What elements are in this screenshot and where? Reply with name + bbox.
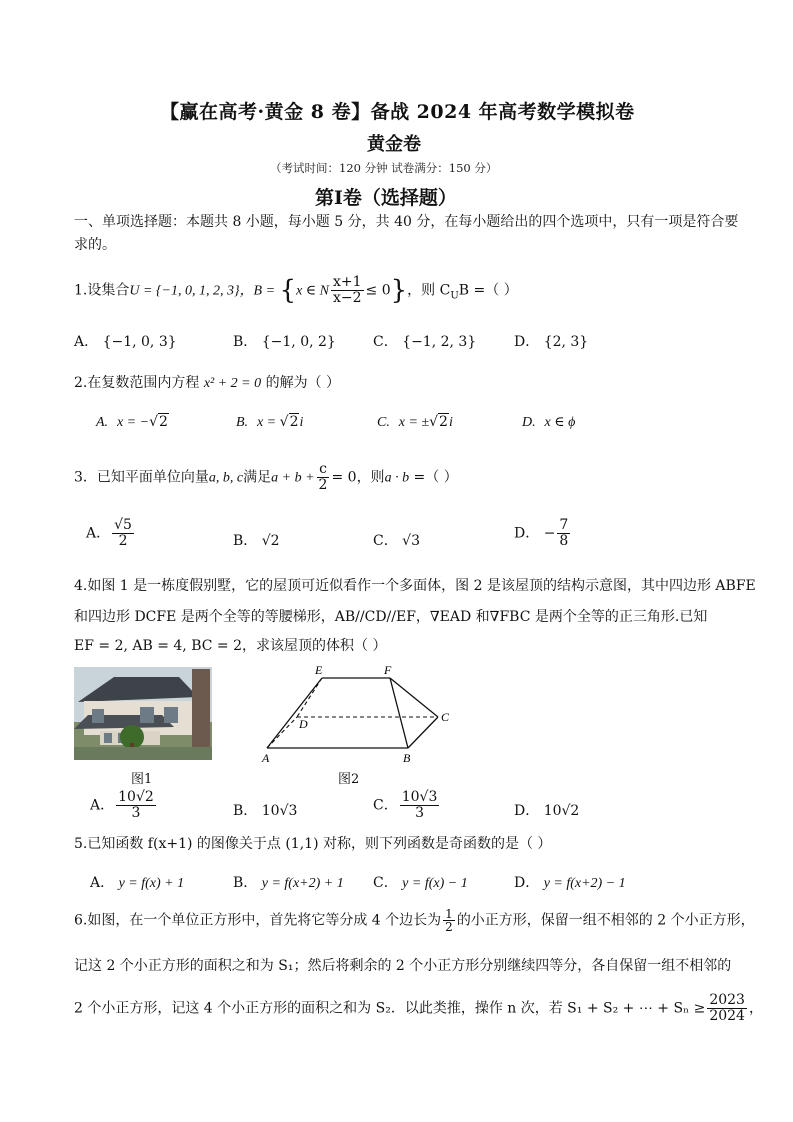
option-text: y = f(x) + 1 (118, 876, 185, 891)
q1-frac-den: x−2 (332, 290, 362, 306)
q6-line3-b: ， (748, 1000, 763, 1017)
exam-info: （考试时间：120 分钟 试卷满分：150 分） (270, 161, 498, 175)
q1-frac-num: x+1 (332, 274, 362, 290)
q1-u-set: U = {−1, 0, 1, 2, 3} (129, 283, 240, 299)
q4-line-2: 和四边形 DCFE 是两个全等的等腰梯形，AB//CD//EF，∇EAD 和∇FBC 是两个全等的正三角形.已知 (74, 609, 708, 625)
option-den: 8 (559, 533, 569, 549)
figure-1-caption: 图1 (131, 772, 153, 787)
q3-suffix-end: =（ ） (409, 469, 458, 486)
q4-option-c[interactable] (373, 790, 441, 821)
q4-line-3: EF = 2, AB = 4, BC = 2，求该屋顶的体积（ ） (74, 638, 387, 654)
option-label: A． (74, 334, 99, 350)
option-label: B. (236, 415, 249, 430)
option-label: A． (90, 797, 115, 814)
instruction-line-2: 求的。 (74, 237, 116, 253)
option-text: {−1, 0, 3} (102, 334, 177, 350)
option-label: A. (96, 415, 109, 430)
point-c-label: C (441, 710, 450, 724)
option-fraction (557, 518, 570, 549)
option-text: {−1, 0, 2} (261, 334, 336, 350)
villa-photo (74, 667, 212, 760)
option-pre: x = − (116, 415, 150, 430)
q6-frac-den: 2 (445, 920, 453, 934)
q2-option-a[interactable]: A. x = −√2 (96, 414, 168, 430)
point-b-label: B (403, 751, 411, 765)
question-1 (74, 275, 518, 307)
option-den: 2 (118, 533, 128, 549)
q1-option-d[interactable] (514, 331, 588, 351)
q6-line1-b: 的小正方形，保留一组不相邻的 2 个小正方形， (456, 912, 755, 929)
option-label: C． (373, 875, 398, 891)
q1-brace-left: { (279, 275, 297, 306)
q2-suffix: 的解为（ ） (261, 375, 341, 391)
q4-option-b[interactable] (233, 800, 297, 820)
q1-option-a[interactable] (74, 331, 177, 351)
q3-option-a[interactable] (86, 518, 136, 549)
option-fraction (116, 790, 156, 821)
edge-ed-hidden (297, 678, 322, 717)
q6-frac-num: 2023 (709, 992, 745, 1008)
option-label: D． (514, 875, 540, 891)
point-a-label: A (262, 751, 270, 765)
option-pre: x = ± (398, 415, 430, 430)
q3-mid: 满足 (243, 469, 272, 486)
question-3 (74, 462, 458, 493)
q3-eq-left: a + b + (271, 470, 315, 486)
option-text: √3 (402, 533, 420, 549)
q6-line-3 (74, 993, 763, 1024)
q6-frac-num: 1 (445, 907, 453, 921)
option-label: B． (233, 334, 258, 350)
q1-option-c[interactable] (373, 331, 476, 351)
option-text: {−1, 2, 3} (402, 334, 477, 350)
q5-option-c[interactable] (373, 872, 468, 892)
edge-bc (408, 717, 438, 748)
option-label: B． (233, 803, 258, 819)
q1-b-set-left: x ∈ N (296, 283, 329, 299)
option-post: i (299, 415, 304, 430)
q6-ratio-fraction (707, 993, 747, 1024)
option-pre: x ∈ ϕ (544, 415, 576, 430)
q2-option-d[interactable] (522, 414, 575, 431)
q5-option-d[interactable] (514, 872, 626, 892)
q3-prefix: 3．已知平面单位向量 (74, 469, 209, 486)
figure-2-caption: 图2 (338, 772, 360, 787)
edge-ad-hidden (267, 717, 297, 748)
q2-option-c[interactable]: C. x = ±√2i (377, 414, 453, 430)
option-label: C. (377, 415, 390, 430)
option-pre: x = (256, 415, 280, 430)
part-title: 第Ⅰ卷（选择题） (315, 187, 457, 209)
option-text: √2 (261, 533, 280, 549)
option-label: A． (86, 525, 111, 542)
q1-b-label: ，B = (239, 283, 276, 299)
option-den: 3 (415, 805, 424, 821)
option-fraction (400, 790, 440, 821)
point-e-label: E (315, 663, 323, 677)
option-label: A． (90, 875, 115, 891)
q3-vectors: a, b, c (208, 470, 244, 486)
edge-ae (267, 678, 322, 748)
instruction-line-1: 一、单项选择题：本题共 8 小题，每小题 5 分，共 40 分，在每小题给出的四个选项中，只有一项是符合要 (74, 214, 739, 230)
q1-brace-right: } (390, 275, 408, 306)
q1-b-set-right: ≤ 0 (365, 282, 391, 299)
option-den: 3 (131, 805, 141, 821)
q6-line1-a: 6.如图，在一个单位正方形中，首先将它等分成 4 个边长为 (74, 912, 442, 929)
edge-fc (390, 678, 438, 717)
option-sign: − (543, 525, 556, 542)
option-text: 10√3 (261, 803, 298, 819)
point-d-label: D (299, 717, 308, 731)
q1-prefix: 1.设集合 (74, 282, 130, 299)
option-text: y = f(x+2) + 1 (261, 876, 344, 891)
q4-option-d[interactable] (514, 800, 579, 820)
q4-line-1: 4.如图 1 是一栋度假别墅，它的屋顶可近似看作一个多面体，图 2 是该屋顶的结构示意图，其中四边形 ABFE (74, 578, 756, 594)
option-label: C． (373, 533, 398, 549)
option-label: D． (514, 803, 540, 819)
q4-option-a[interactable] (90, 790, 158, 821)
option-radicand: 2 (439, 414, 448, 430)
option-post: i (448, 415, 453, 430)
option-label: D． (514, 334, 540, 350)
option-num: √5 (114, 517, 132, 533)
option-label: B． (233, 533, 258, 549)
q6-line-2: 记这 2 个小正方形的面积之和为 S₁；然后将剩余的 2 个小正方形分别继续四等分，各自保留一组不相邻的 (74, 958, 732, 974)
q2-equation: x² + 2 = 0 (203, 376, 262, 391)
q3-dot-product: a · b (384, 470, 410, 486)
paper-title: 【赢在高考·黄金 8 卷】备战 2024 年高考数学模拟卷 (160, 101, 635, 123)
q5-option-b[interactable] (233, 872, 344, 892)
option-num: 10√2 (118, 789, 154, 805)
q1-suffix-end: B =（ ） (458, 282, 518, 299)
villa-photo-drawing (74, 667, 212, 760)
q1-suffix: ，则 C (407, 282, 451, 299)
option-text: y = f(x) − 1 (402, 876, 468, 891)
q1-suffix-sub: U (450, 290, 459, 302)
q3-frac-num: c (317, 462, 330, 478)
option-text: y = f(x+2) − 1 (543, 876, 626, 891)
option-label: C． (373, 797, 398, 814)
q3-fraction (317, 462, 330, 493)
option-num: 7 (559, 517, 569, 533)
option-label: B． (233, 875, 258, 891)
q6-half-fraction (443, 908, 455, 933)
option-fraction (112, 518, 134, 549)
paper-subtitle: 黄金卷 (367, 134, 421, 155)
option-text: {2, 3} (543, 334, 589, 350)
q1-option-b[interactable] (233, 331, 336, 351)
q3-suffix: ，则 (356, 469, 385, 486)
q1-fraction (331, 275, 364, 306)
edge-bf (390, 678, 408, 748)
q6-line-1 (74, 908, 755, 933)
option-radicand: 2 (159, 414, 168, 430)
option-label: D. (522, 415, 536, 430)
q3-frac-den: 2 (318, 477, 328, 493)
q3-eq-right: = 0 (331, 469, 357, 486)
q2-option-b[interactable]: B. x = √2i (236, 414, 304, 430)
option-num: 10√3 (401, 789, 438, 805)
roof-structure-diagram (255, 660, 465, 770)
option-radicand: 2 (289, 414, 299, 430)
option-label: C． (373, 334, 398, 350)
q5-option-a[interactable] (90, 872, 184, 892)
option-text: 10√2 (543, 803, 580, 819)
q3-option-c[interactable] (373, 530, 420, 550)
point-f-label: F (384, 663, 392, 677)
question-2 (74, 372, 340, 395)
q6-line3-a: 2 个小正方形，记这 4 个小正方形的面积之和为 S₂．以此类推，操作 n 次，若 S₁ + S₂ + ⋯ + Sₙ ≥ (74, 1000, 706, 1017)
q2-prefix: 2.在复数范围内方程 (74, 375, 204, 391)
q3-option-b[interactable] (233, 530, 280, 550)
question-5: 5.已知函数 f(x+1) 的图像关于点 (1,1) 对称，则下列函数是奇函数的是（ ） (74, 836, 552, 852)
q6-frac-den: 2024 (709, 1008, 745, 1024)
option-label: D． (514, 525, 540, 542)
q3-option-d[interactable] (514, 518, 572, 549)
